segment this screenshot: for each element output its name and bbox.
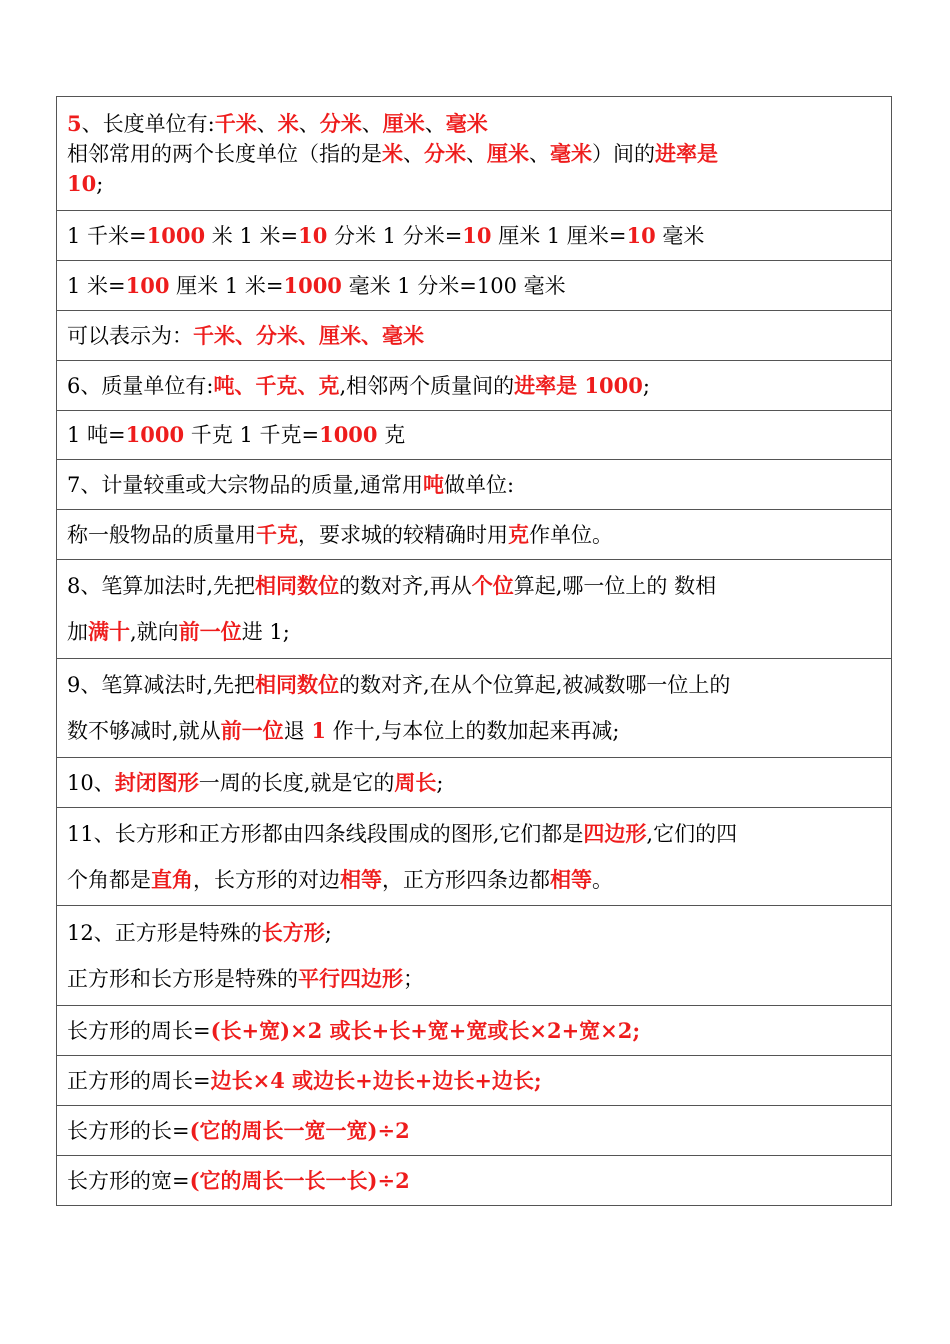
body-text: 6、质量单位有: [67,373,214,398]
highlight-text: 1000 [125,422,185,447]
highlight-text: 千克 [256,521,298,547]
body-text: 可以表示为： [67,323,193,348]
table-row [57,560,891,659]
highlight-text: (它的周长一宽一宽)÷2 [189,1117,410,1143]
body-text: ; [324,920,332,945]
highlight-text: 相等 [550,866,592,892]
body-text: 8、笔算加法时,先把 [67,574,256,598]
highlight-text: 长方形 [261,919,325,945]
highlight-text: 10 [626,222,656,248]
highlight-text: 克 [508,521,529,547]
row-line [67,213,881,259]
row-line [67,139,881,169]
body-text: 厘米 1 厘米= [491,223,627,248]
highlight-text: 10 [298,222,328,248]
body-text: ，正方形四条边都 [382,867,550,892]
body-text: 作十,与本位上的数加起来再减; [326,719,620,743]
highlight-text: 10 [462,222,492,248]
highlight-text: 相同数位 [255,573,340,598]
body-text: 1 吨= [67,423,126,447]
table-row [57,211,891,261]
body-text: 个角都是 [67,867,151,892]
highlight-text: 四边形 [583,820,647,846]
row-line [67,363,881,409]
row-line [67,708,881,754]
row-line [67,412,881,458]
body-text: 进 1; [241,620,290,644]
body-text: 、 [529,141,550,166]
highlight-text: 千米 [214,110,257,136]
body-text: 、 [403,141,424,166]
body-text: ; [436,770,444,795]
body-text: 1 千米= [67,223,147,248]
body-text: 长方形的宽= [67,1168,190,1193]
row-line [67,263,881,309]
table-row [57,361,891,411]
highlight-text: 厘米 [382,110,425,136]
body-text: 10、 [67,770,115,795]
body-text: ; [642,373,650,398]
body-text: 数不够减时,就从 [67,719,221,743]
row-line [67,462,881,508]
table-row [57,460,891,510]
body-text: 、 [256,111,278,136]
highlight-text: 进率是 1000 [514,372,643,398]
highlight-text: 边长×4 或边长+边长+边长+边长; [210,1067,542,1093]
highlight-text: 分米 [319,110,362,136]
highlight-text: 满十 [88,619,130,644]
row-line [67,1108,881,1154]
highlight-text: 相同数位 [255,672,340,697]
body-text: ,它们的四 [646,821,738,846]
body-text: 、 [424,111,446,136]
body-text: 克 [377,423,406,447]
highlight-text: 米 [277,110,299,136]
body-text: 7、计量较重或大宗物品的质量,通常用 [67,472,424,497]
body-text: 长方形的长= [67,1118,190,1143]
body-text: 退 [283,719,312,743]
row-line [67,857,881,903]
body-text: 厘米 1 米= [169,273,284,298]
highlight-text: 封闭图形 [114,769,199,795]
body-text: 。 [592,867,613,892]
table-row [57,659,891,758]
highlight-text: 1 [311,718,326,743]
body-text: 毫米 [655,223,705,248]
highlight-text: 前一位 [220,718,284,743]
body-text: 、 [298,111,320,136]
row-line [67,109,881,139]
body-text: 千克 1 千克= [184,423,320,447]
body-text: 11、长方形和正方形都由四条线段围成的图形,它们都是 [67,821,584,846]
highlight-text: 周长 [394,769,437,795]
body-text: ，要求城的较精确时用 [298,522,508,547]
highlight-text: 平行四边形 [298,965,403,991]
body-text: 分米 1 分米= [327,223,463,248]
body-text: 、长度单位有: [81,111,215,136]
table-row [57,1156,891,1205]
row-line [67,760,881,806]
body-text: 米 1 米= [205,223,299,248]
body-text: 、 [466,141,487,166]
highlight-text: 分米 [424,140,466,166]
highlight-text: 个位 [471,573,514,598]
row-line [67,662,881,708]
table-row [57,411,891,460]
highlight-text: 1000 [283,272,342,298]
highlight-text: 吨、千克、克 [213,372,340,398]
body-text: 9、笔算减法时,先把 [67,673,256,697]
row-line [67,563,881,609]
body-text: 正方形的周长= [67,1068,211,1093]
body-text: ； [403,966,424,991]
highlight-text: 1000 [319,422,378,447]
table-row [57,311,891,361]
highlight-text: 5 [67,110,82,136]
highlight-text: 10 [67,170,97,196]
body-text: 长方形的周长= [67,1018,211,1043]
table-row [57,261,891,311]
body-text: 的数对齐,再从 [339,574,472,598]
table-row [57,906,891,1006]
body-text: ）间的 [592,141,655,166]
body-text: ,就向 [130,620,179,644]
body-text: 毫米 1 分米=100 毫米 [341,273,566,298]
row-line [67,956,881,1002]
highlight-text: 前一位 [178,619,242,644]
highlight-text: 吨 [423,471,445,497]
table-row [57,808,891,906]
body-text: 正方形和长方形是特殊的 [67,966,298,991]
table-row [57,1006,891,1056]
row-line [67,811,881,857]
row-line [67,512,881,558]
table-row [57,758,891,808]
row-line [67,910,881,956]
highlight-text: (长+宽)×2 或长+长+宽+宽或长×2+宽×2; [210,1017,641,1043]
highlight-text: 100 [125,272,170,298]
row-line [67,1008,881,1054]
highlight-text: 进率是 [655,140,718,166]
highlight-text: 千米、分米、厘米、毫米 [193,322,424,348]
table-row [57,510,891,560]
table-row [57,97,891,211]
body-text: 算起,哪一位上的 数相 [513,574,717,598]
highlight-text: 直角 [151,866,193,892]
body-text: 12、正方形是特殊的 [67,920,262,945]
highlight-text: 厘米 [487,140,529,166]
body-text: ,相邻两个质量间的 [339,373,515,398]
highlight-text: 毫米 [550,140,592,166]
body-text: ，长方形的对边 [193,867,340,892]
body-text: ; [96,171,104,196]
highlight-text: (它的周长一长一长)÷2 [189,1167,410,1193]
table-row [57,1056,891,1106]
body-text: 做单位: [444,472,515,497]
body-text: 相邻常用的两个长度单位（指的是 [67,141,382,166]
body-text: 一周的长度,就是它的 [198,770,395,795]
knowledge-table [56,96,892,1206]
row-line [67,609,881,655]
body-text: 加 [67,620,88,644]
body-text: 称一般物品的质量用 [67,522,256,547]
body-text: 、 [361,111,383,136]
row-line [67,1158,881,1204]
row-line [67,1058,881,1104]
highlight-text: 毫米 [445,110,488,136]
highlight-text: 米 [382,140,403,166]
highlight-text: 相等 [340,866,382,892]
table-row [57,1106,891,1156]
row-line [67,169,881,199]
body-text: 的数对齐,在从个位算起,被减数哪一位上的 [339,673,731,697]
body-text: 1 米= [67,273,126,298]
row-line [67,313,881,359]
highlight-text: 1000 [146,222,206,248]
body-text: 作单位。 [529,522,613,547]
